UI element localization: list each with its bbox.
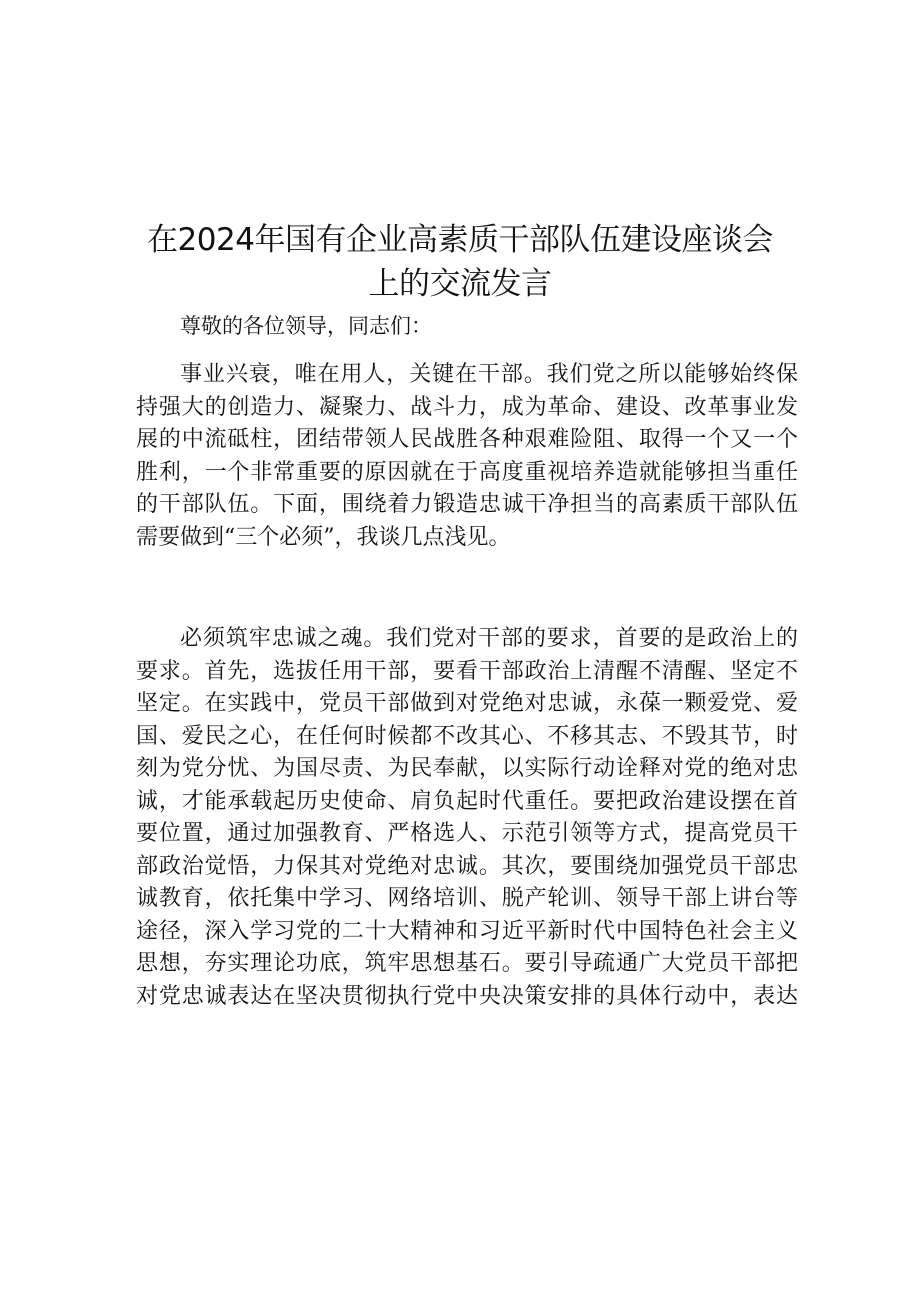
title-line-1: 在2024年国有企业高素质干部队伍建设座谈会 <box>147 222 773 258</box>
text-line: 事业兴衰，唯在用人，关键在干部。我们党之所以能够始终保 <box>180 362 798 387</box>
text-line: 国、爱民之心，在任何时候都不改其心、不移其志、不毁其节，时 <box>136 723 798 749</box>
document-title <box>120 218 800 306</box>
text-line: 思想，夯实理论功底，筑牢思想基石。要引导疏通广大党员干部把 <box>136 951 798 976</box>
title-line-2: 上的交流发言 <box>368 266 552 302</box>
text-line: 的干部队伍。下面，围绕着力锻造忠诚干净担当的高素质干部队伍 <box>136 492 798 517</box>
salutation: 尊敬的各位领导，同志们： <box>180 314 432 338</box>
text-line: 坚定。在实践中，党员干部做到对党绝对忠诚，永葆一颗爱党、爱 <box>136 691 798 716</box>
text-line: 部政治觉悟，力保其对党绝对忠诚。其次，要围绕加强党员干部忠 <box>136 853 798 879</box>
text-line: 必须筑牢忠诚之魂。我们党对干部的要求，首要的是政治上的 <box>180 626 798 651</box>
text-line: 要位置，通过加强教育、严格选人、示范引领等方式，提高党员干 <box>136 821 798 846</box>
text-line: 途径，深入学习党的二十大精神和习近平新时代中国特色社会主义 <box>136 918 798 944</box>
text-line: 刻为党分忧、为国尽责、为民奉献，以实际行动诠释对党的绝对忠 <box>136 756 798 781</box>
text-line: 需要做到“三个必须”，我谈几点浅见。 <box>136 524 511 550</box>
text-line: 展的中流砥柱，团结带领人民战胜各种艰难险阻、取得一个又一个 <box>136 427 798 452</box>
text-line: 对党忠诚表达在坚决贯彻执行党中央决策安排的具体行动中，表达 <box>136 983 798 1009</box>
text-line: 持强大的创造力、凝聚力、战斗力，成为革命、建设、改革事业发 <box>136 394 798 420</box>
text-line: 诚教育，依托集中学习、网络培训、脱产轮训、领导干部上讲台等 <box>136 886 798 911</box>
paragraph-1 <box>136 359 798 554</box>
paragraph-2 <box>136 623 798 1013</box>
text-line: 诚，才能承载起历史使命、肩负起时代重任。要把政治建设摆在首 <box>136 788 798 814</box>
text-line: 胜利，一个非常重要的原因就在于高度重视培养造就能够担当重任 <box>136 459 798 485</box>
text-line: 要求。首先，选拔任用干部，要看干部政治上清醒不清醒、坚定不 <box>136 658 798 684</box>
